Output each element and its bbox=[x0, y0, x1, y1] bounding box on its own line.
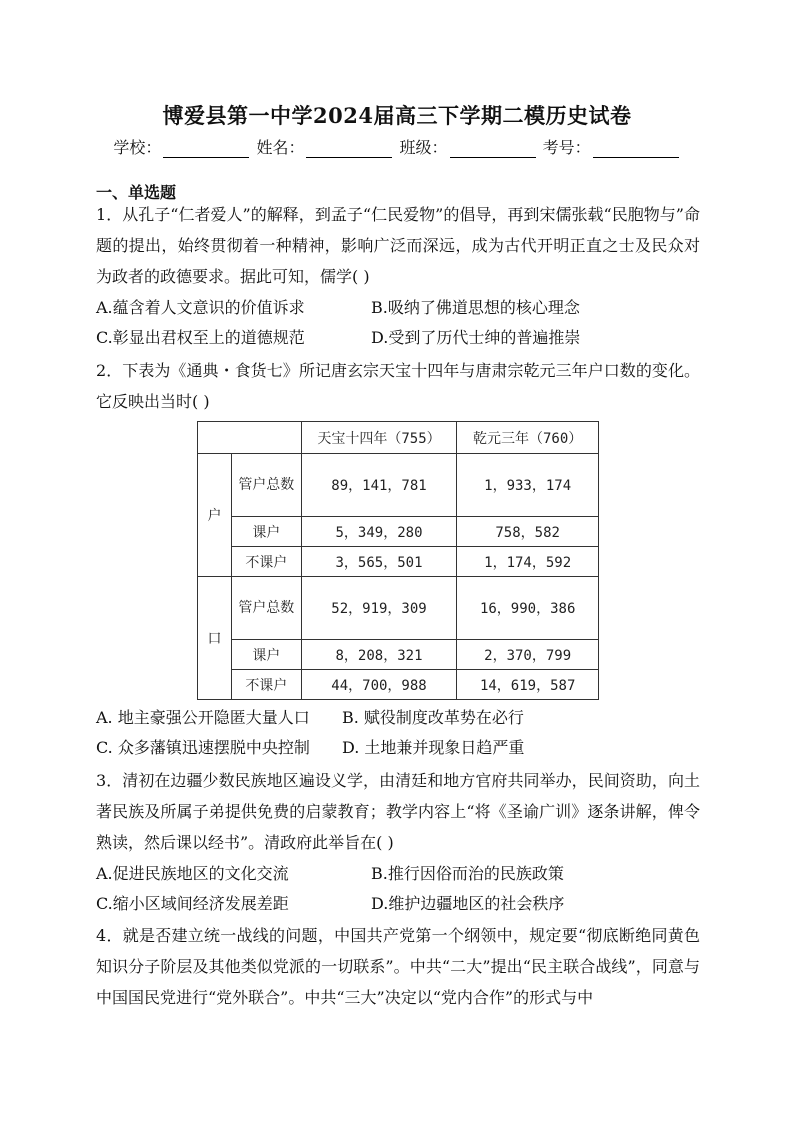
row-label: 课户 bbox=[231, 640, 301, 670]
exam-number-blank bbox=[593, 140, 679, 158]
cell-value: 3，565，501 bbox=[301, 547, 457, 577]
question-1-option-b[interactable]: B.吸纳了佛道思想的核心理念 bbox=[371, 298, 580, 317]
table-header-760: 乾元三年（760） bbox=[457, 422, 599, 454]
row-label: 不课户 bbox=[231, 670, 301, 700]
question-1-option-d[interactable]: D.受到了历代士绅的普遍推崇 bbox=[371, 328, 581, 347]
question-3-option-a[interactable]: A.促进民族地区的文化交流 bbox=[96, 864, 289, 883]
table-header-corner bbox=[198, 422, 302, 454]
table-row bbox=[198, 547, 599, 577]
row-label: 管户总数 bbox=[231, 577, 301, 640]
cell-value: 8，208，321 bbox=[301, 640, 457, 670]
page-title: 博爱县第一中学2024届高三下学期二模历史试卷 bbox=[162, 103, 632, 128]
question-2-stem: 2．下表为《通典・食货七》所记唐玄宗天宝十四年与唐肃宗乾元三年户口数的变化。它反映出当时( ) bbox=[96, 361, 700, 411]
cell-value: 89，141，781 bbox=[301, 454, 457, 517]
question-2-option-a[interactable]: A. 地主豪强公开隐匿大量人口 bbox=[96, 708, 310, 727]
row-label: 管户总数 bbox=[231, 454, 301, 517]
section-title: 一、单选题 bbox=[96, 183, 177, 202]
question-2-option-d[interactable]: D. 土地兼并现象日趋严重 bbox=[342, 738, 525, 757]
name-label: 姓名： bbox=[256, 138, 305, 157]
cell-value: 1，933，174 bbox=[457, 454, 599, 517]
table-row bbox=[198, 454, 599, 517]
group-label-kou: 口 bbox=[198, 577, 232, 700]
exam-number-label: 考号： bbox=[542, 138, 591, 157]
question-3-option-c[interactable]: C.缩小区域间经济发展差距 bbox=[96, 894, 289, 913]
question-2-option-c[interactable]: C. 众多藩镇迅速摆脱中央控制 bbox=[96, 738, 310, 757]
cell-value: 44，700，988 bbox=[301, 670, 457, 700]
row-label: 不课户 bbox=[231, 547, 301, 577]
question-3-option-d[interactable]: D.维护边疆地区的社会秩序 bbox=[371, 894, 565, 913]
student-info-line bbox=[0, 135, 794, 158]
household-population-table bbox=[197, 421, 599, 700]
row-label: 课户 bbox=[231, 517, 301, 547]
table-row bbox=[198, 640, 599, 670]
question-4-stem: 4．就是否建立统一战线的问题，中国共产党第一个纲领中，规定要“彻底断绝同黄色知识分子阶层及其他类似党派的一切联系”。中共“二大”提出“民主联合战线”，同意与中国国民党进行“党外联合”。中共“三大”决定以“党内合作”的形式与中 bbox=[96, 926, 700, 1007]
table-row bbox=[198, 517, 599, 547]
question-3-option-b[interactable]: B.推行因俗而治的民族政策 bbox=[371, 864, 564, 883]
cell-value: 5，349，280 bbox=[301, 517, 457, 547]
class-blank bbox=[450, 140, 536, 158]
cell-value: 758，582 bbox=[457, 517, 599, 547]
name-blank bbox=[306, 140, 392, 158]
cell-value: 14，619，587 bbox=[457, 670, 599, 700]
class-label: 班级： bbox=[399, 138, 448, 157]
table-row bbox=[198, 577, 599, 640]
cell-value: 16，990，386 bbox=[457, 577, 599, 640]
question-2-option-b[interactable]: B. 赋役制度改革势在必行 bbox=[342, 708, 524, 727]
school-blank bbox=[163, 140, 249, 158]
question-3-stem: 3．清初在边疆少数民族地区遍设义学，由清廷和地方官府共同举办，民间资助，向土著民族及所属子弟提供免费的启蒙教育；教学内容上“将《圣谕广训》逐条讲解，俾令熟读，然后课以经书”。清政府此举旨在( ) bbox=[96, 771, 700, 852]
question-1-stem: 1．从孔子“仁者爱人”的解释，到孟子“仁民爱物”的倡导，再到宋儒张载“民胞物与”命题的提出，始终贯彻着一种精神，影响广泛而深远，成为古代开明正直之士及民众对为政者的政德要求。据此可知，儒学( ) bbox=[96, 205, 700, 286]
table-row bbox=[198, 670, 599, 700]
table-header-755: 天宝十四年（755） bbox=[301, 422, 457, 454]
cell-value: 1，174，592 bbox=[457, 547, 599, 577]
table-header-row bbox=[198, 422, 599, 454]
cell-value: 2，370，799 bbox=[457, 640, 599, 670]
group-label-hu: 户 bbox=[198, 454, 232, 577]
cell-value: 52，919，309 bbox=[301, 577, 457, 640]
question-1-option-c[interactable]: C.彰显出君权至上的道德规范 bbox=[96, 328, 305, 347]
question-1-option-a[interactable]: A.蕴含着人文意识的价值诉求 bbox=[96, 298, 305, 317]
school-label: 学校： bbox=[113, 138, 162, 157]
